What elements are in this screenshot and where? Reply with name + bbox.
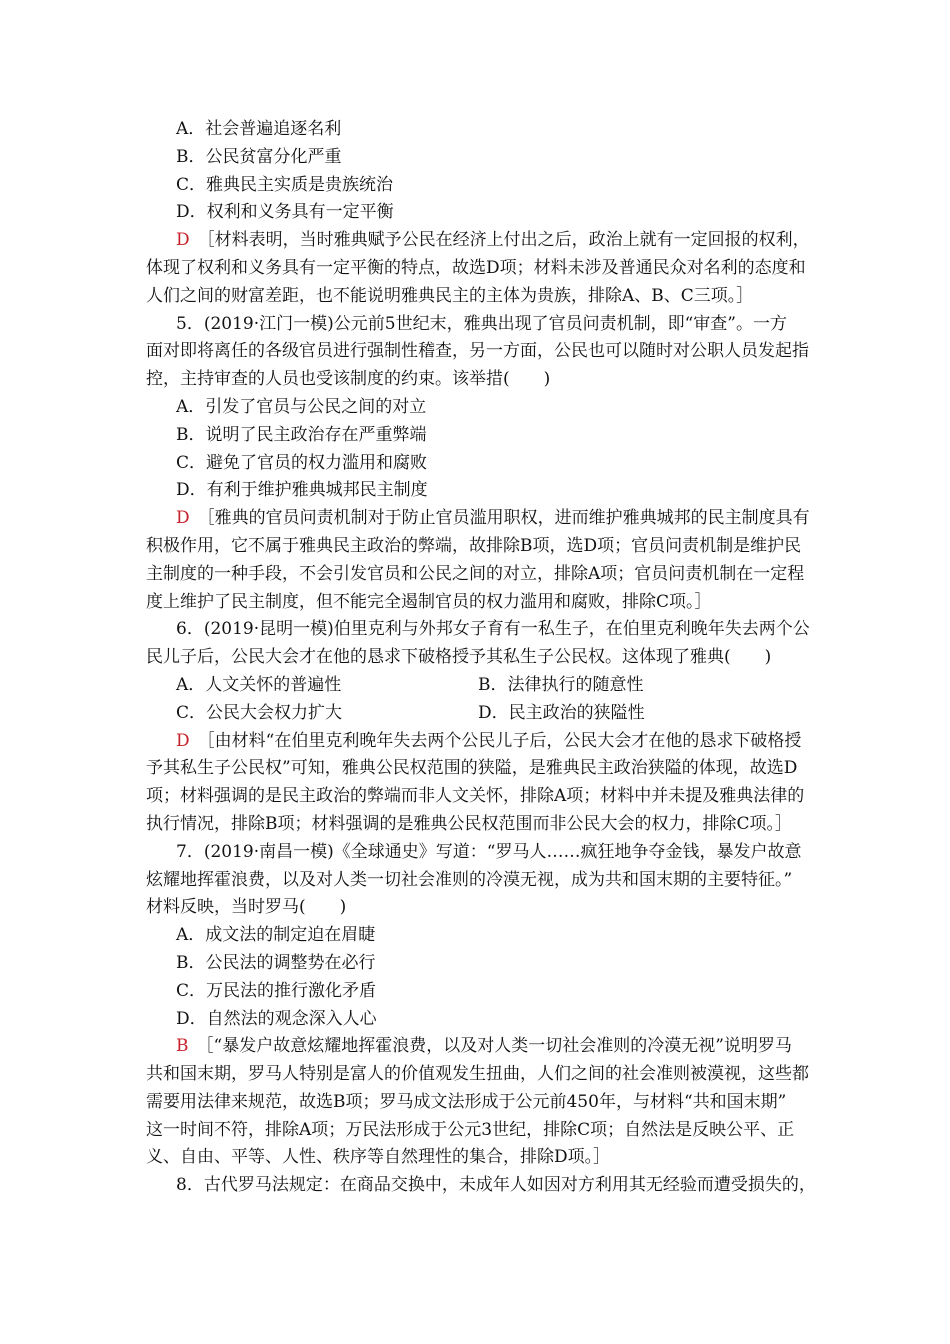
answer-option: D．有利于维护雅典城邦民主制度 — [176, 480, 428, 501]
answer-option: B．法律执行的随意性 — [478, 674, 644, 695]
answer-explanation — [146, 227, 812, 255]
text-line: 执行情况，排除B项；材料强调的是雅典公民权范围而非公民大会的权力，排除C项。］ — [146, 813, 792, 834]
answer-option-row — [146, 700, 812, 728]
text-line: 主制度的一种手段，不会引发官员和公民之间的对立，排除A项；官员问责机制在一定程 — [146, 563, 805, 584]
answer-option: C．公民大会权力扩大 — [176, 702, 343, 723]
text-line: 民儿子后，公民大会才在他的恳求下破格授予其私生子公民权。这体现了雅典( ) — [146, 647, 772, 668]
answer-option: D．权利和义务具有一定平衡 — [176, 202, 394, 223]
explanation-text: ［材料表明，当时雅典赋予公民在经济上付出之后，政治上就有一定回报的权利， — [197, 230, 810, 251]
answer-key: D — [176, 230, 190, 251]
text-line: 共和国末期，罗马人特别是富人的价值观发生扭曲，人们之间的社会准则被漠视，这些都 — [146, 1064, 809, 1085]
text-line: 材料反映，当时罗马( ) — [146, 897, 347, 918]
explanation-text: ［雅典的官员问责机制对于防止官员滥用职权，进而维护雅典城邦的民主制度具有 — [197, 508, 810, 529]
answer-option: A．人文关怀的普遍性 — [176, 674, 342, 695]
answer-option: A．引发了官员与公民之间的对立 — [176, 396, 427, 417]
text-line: 需要用法律来规范，故选B项；罗马成文法形成于公元前450年，与材料“共和国末期” — [146, 1091, 787, 1112]
text-line: 人们之间的财富差距，也不能说明雅典民主的主体为贵族，排除A、B、C三项。］ — [146, 285, 754, 306]
question-stem: 6．(2019·昆明一模)伯里克利与外邦女子育有一私生子，在伯里克利晚年失去两个公 — [176, 619, 810, 640]
answer-option: D．自然法的观念深入人心 — [176, 1008, 377, 1029]
text-line: 这一时间不符，排除A项；万民法形成于公元3世纪，排除C项；自然法是反映公平、正 — [146, 1119, 795, 1140]
answer-option: C．万民法的推行激化矛盾 — [176, 980, 377, 1001]
text-line: 面对即将离任的各级官员进行强制性稽查，另一方面，公民也可以随时对公职人员发起指 — [146, 341, 809, 362]
answer-explanation — [146, 505, 812, 533]
explanation-text: ［由材料“在伯里克利晚年失去两个公民儿子后，公民大会才在他的恳求下破格授 — [197, 730, 802, 751]
answer-key: D — [176, 730, 190, 751]
answer-option: D．民主政治的狭隘性 — [478, 702, 645, 723]
answer-key: B — [176, 1036, 189, 1057]
question-stem: 5．(2019·江门一模)公元前5世纪末，雅典出现了官员问责机制，即“审查”。一方 — [176, 313, 787, 334]
text-line: 控，主持审查的人员也受该制度的约束。该举措( ) — [146, 369, 551, 390]
answer-explanation — [146, 1033, 812, 1061]
answer-key: D — [176, 508, 190, 529]
text-line: 体现了权利和义务具有一定平衡的特点，故选D项；材料未涉及普通民众对名利的态度和 — [146, 257, 806, 278]
answer-option: A．社会普遍追逐名利 — [176, 119, 342, 139]
question-stem: 8．古代罗马法规定：在商品交换中，未成年人如因对方利用其无经验而遭受损失的， — [176, 1175, 816, 1196]
text-line: 度上维护了民主制度，但不能完全遏制官员的权力滥用和腐败，排除C项。］ — [146, 591, 712, 612]
text-line: 积极作用，它不属于雅典民主政治的弊端，故排除B项，选D项；官员问责机制是维护民 — [146, 535, 802, 556]
document-body — [146, 116, 816, 1200]
answer-option: C．雅典民主实质是贵族统治 — [176, 174, 394, 195]
answer-option: A．成文法的制定迫在眉睫 — [176, 925, 376, 946]
answer-option: B．说明了民主政治存在严重弊端 — [176, 424, 427, 445]
question-stem: 7．(2019·南昌一模)《全球通史》写道：“罗马人……疯狂地争夺金钱，暴发户故意 — [176, 841, 802, 862]
explanation-text: ［“暴发户故意炫耀地挥霍浪费，以及对人类一切社会准则的冷漠无视”说明罗马 — [196, 1036, 792, 1057]
text-line: 项；材料强调的是民主政治的弊端而非人文关怀，排除A项；材料中并未提及雅典法律的 — [146, 786, 805, 807]
text-line: 炫耀地挥霍浪费，以及对人类一切社会准则的冷漠无视，成为共和国末期的主要特征。” — [146, 869, 793, 890]
text-line: 义、自由、平等、人性、秩序等自然理性的集合，排除D项。］ — [146, 1147, 611, 1168]
answer-explanation — [146, 728, 812, 756]
answer-option-row — [146, 672, 812, 700]
answer-option: B．公民贫富分化严重 — [176, 146, 342, 167]
answer-option: B．公民法的调整势在必行 — [176, 952, 376, 973]
answer-option: C．避免了官员的权力滥用和腐败 — [176, 452, 428, 473]
text-line: 予其私生子公民权”可知，雅典公民权范围的狭隘，是雅典民主政治狭隘的体现，故选D — [146, 758, 798, 779]
